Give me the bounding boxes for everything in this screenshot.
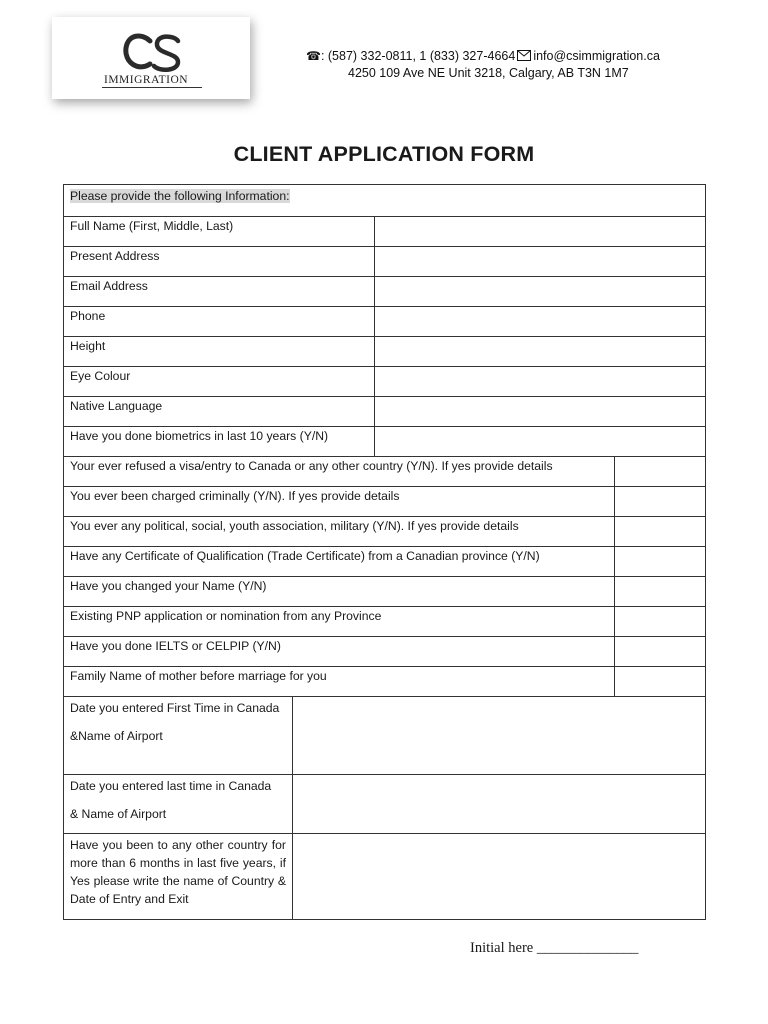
question-label: Have you done IELTS or CELPIP (Y/N) <box>64 637 615 667</box>
field-label: Email Address <box>64 277 375 307</box>
field-label: Eye Colour <box>64 367 375 397</box>
field-label: Have you done biometrics in last 10 years (Y/N) <box>64 427 375 457</box>
present-address-input[interactable] <box>375 247 706 277</box>
email-address[interactable]: info@csimmigration.ca <box>533 49 660 63</box>
phone-icon: ☎ <box>306 49 321 63</box>
first-entry-label: Date you entered First Time in Canada &Name of Airport <box>64 697 293 775</box>
phone-numbers: : (587) 332-0811, 1 (833) 327-4664 <box>320 49 516 63</box>
mother-maiden-name-answer[interactable] <box>615 667 706 697</box>
ielts-celpip-answer[interactable] <box>615 637 706 667</box>
visa-refused-answer[interactable] <box>615 457 706 487</box>
email-address-input[interactable] <box>375 277 706 307</box>
field-label: Height <box>64 337 375 367</box>
last-entry-input[interactable] <box>293 775 706 834</box>
height-input[interactable] <box>375 337 706 367</box>
first-entry-input[interactable] <box>293 697 706 775</box>
contact-line-1 <box>306 48 660 65</box>
question-label: Family Name of mother before marriage for you <box>64 667 615 697</box>
field-label: Full Name (First, Middle, Last) <box>64 217 375 247</box>
native-language-input[interactable] <box>375 397 706 427</box>
question-label: Existing PNP application or nomination from any Province <box>64 607 615 637</box>
contact-address: 4250 109 Ave NE Unit 3218, Calgary, AB T3N 1M7 <box>348 66 629 80</box>
form-instruction: Please provide the following Information: <box>64 185 706 217</box>
other-country-label: Have you been to any other country for more than 6 months in last five years, if Yes please write the name of Country & Date of Entry and Exit <box>64 834 293 920</box>
eye-colour-input[interactable] <box>375 367 706 397</box>
question-label: Have any Certificate of Qualification (Trade Certificate) from a Canadian province (Y/N) <box>64 547 615 577</box>
contact-info <box>306 48 660 82</box>
phone-input[interactable] <box>375 307 706 337</box>
initial-here-line[interactable]: Initial here ______________ <box>470 940 639 956</box>
question-label: Have you changed your Name (Y/N) <box>64 577 615 607</box>
name-change-answer[interactable] <box>615 577 706 607</box>
logo-wordmark: IMMIGRATION <box>104 74 189 86</box>
other-country-input[interactable] <box>293 834 706 920</box>
trade-certificate-answer[interactable] <box>615 547 706 577</box>
biometrics-input[interactable] <box>375 427 706 457</box>
field-label: Native Language <box>64 397 375 427</box>
application-form-table <box>63 184 706 920</box>
question-label: You ever been charged criminally (Y/N). If yes provide details <box>64 487 615 517</box>
company-logo <box>52 17 250 99</box>
field-label: Phone <box>64 307 375 337</box>
field-label: Present Address <box>64 247 375 277</box>
criminal-charge-answer[interactable] <box>615 487 706 517</box>
full-name-input[interactable] <box>375 217 706 247</box>
envelope-icon <box>517 50 531 61</box>
question-label: Your ever refused a visa/entry to Canada or any other country (Y/N). If yes provide details <box>64 457 615 487</box>
page-title: CLIENT APPLICATION FORM <box>233 142 535 166</box>
question-label: You ever any political, social, youth association, military (Y/N). If yes provide details <box>64 517 615 547</box>
association-answer[interactable] <box>615 517 706 547</box>
pnp-answer[interactable] <box>615 607 706 637</box>
logo-underline <box>102 87 202 88</box>
last-entry-label: Date you entered last time in Canada & Name of Airport <box>64 775 293 834</box>
